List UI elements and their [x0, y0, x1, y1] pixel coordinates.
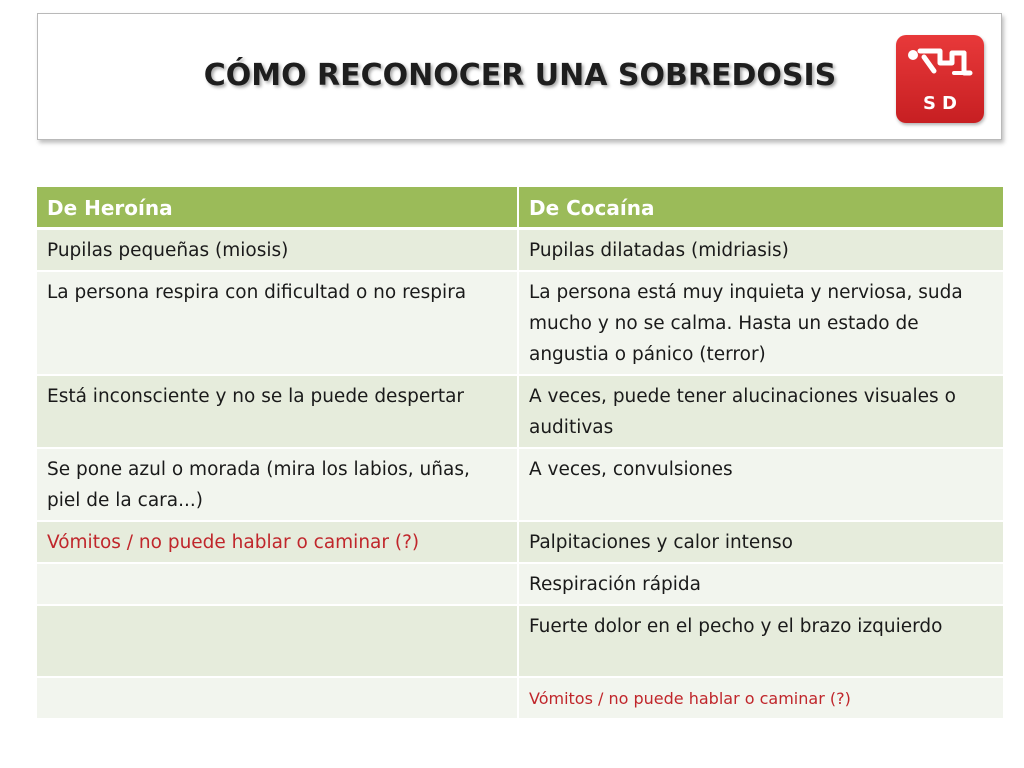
logo-text: SD: [923, 93, 963, 114]
table-cell: Se pone azul o morada (mira los labios, uñas, piel de la cara...): [37, 449, 519, 522]
table-header-row: [37, 187, 1003, 230]
table-cell: [37, 564, 519, 606]
table-cell: [37, 606, 519, 678]
table-row: [37, 564, 1003, 606]
table-cell: Pupilas pequeñas (miosis): [37, 230, 519, 272]
table-row: [37, 522, 1003, 564]
table-cell: Palpitaciones y calor intenso: [519, 522, 1003, 564]
table-row: [37, 272, 1003, 376]
table-cell: Está inconsciente y no se la puede despertar: [37, 376, 519, 449]
table-cell: Fuerte dolor en el pecho y el brazo izquierdo: [519, 606, 1003, 678]
table-cell: [37, 678, 519, 720]
table-cell: A veces, puede tener alucinaciones visuales o auditivas: [519, 376, 1003, 449]
table-row: [37, 449, 1003, 522]
table-cell: Vómitos / no puede hablar o caminar (?): [519, 678, 1003, 720]
table-cell: La persona está muy inquieta y nerviosa, suda mucho y no se calma. Hasta un estado de angustia o pánico (terror): [519, 272, 1003, 376]
table-cell: Pupilas dilatadas (midriasis): [519, 230, 1003, 272]
table-row: [37, 376, 1003, 449]
header-cocaine: De Cocaína: [519, 187, 1003, 230]
comparison-table: [37, 187, 1003, 720]
table-cell: La persona respira con dificultad o no respira: [37, 272, 519, 376]
table-row: [37, 678, 1003, 720]
table-row: [37, 606, 1003, 678]
page-title: CÓMO RECONOCER UNA SOBREDOSIS: [203, 58, 837, 93]
header-heroin: De Heroína: [37, 187, 519, 230]
sd-logo: [896, 35, 984, 123]
table-cell: Respiración rápida: [519, 564, 1003, 606]
table-cell: Vómitos / no puede hablar o caminar (?): [37, 522, 519, 564]
table-cell: A veces, convulsiones: [519, 449, 1003, 522]
table-row: [37, 230, 1003, 272]
